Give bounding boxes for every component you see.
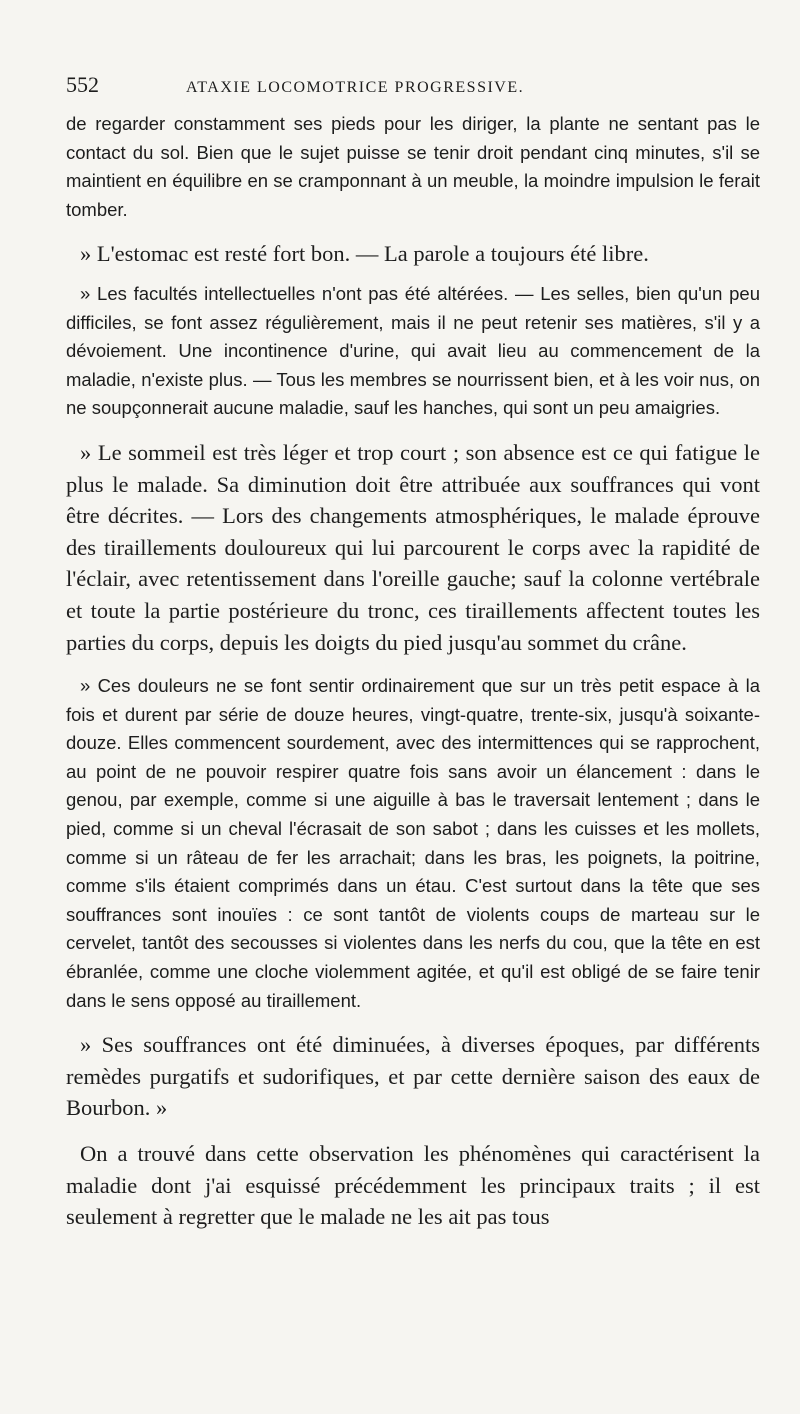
paragraph-balance: de regarder constamment ses pieds pour les diriger, la plante ne sentant pas le contact du sol. Bien que le sujet puisse se tenir droit pendant cinq minutes, s'il se maintient en équilibre en se cramponnant à un meuble, la moindre impulsion le ferait tomber.: [66, 113, 760, 220]
paragraph-stomach-speech: » L'estomac est resté fort bon. — La parole a toujours été libre.: [80, 241, 649, 267]
paragraph-pains: » Ces douleurs ne se font sentir ordinairement que sur un très petit espace à la fois et durent par série de douze heures, vingt-quatre, trente-six, jusqu'à soixante-douze. Elles commencent sourdement, avec des intermittences qui se rapprochent, au point de ne pouvoir respirer quatre fois sans avoir un élancement : dans le genou, par exemple, comme si une aiguille à bas le traversait lentement ; dans le pied, comme si un cheval l'écrasait de son sabot ; dans les cuisses et les mollets, comme si un râteau de fer les arrachait; dans les bras, les poignets, la poitrine, comme s'ils étaient comprimés dans un étau. C'est surtout dans la tête que ses souffrances sont inouïes : ce sont tantôt de violents coups de marteau sur le cervelet, tantôt des secousses si violentes dans les nerfs du cou, que la tête en est ébranlée, comme une cloche violemment agitée, et qu'il est obligé de se faire tenir dans le sens opposé au tiraillement.: [66, 675, 760, 1011]
page-number: 552: [66, 72, 99, 97]
paragraph-observation: On a trouvé dans cette observation les phénomènes qui caractérisent la maladie dont j'ai esquissé précédemment les principaux traits ; il est seulement à regretter que le malade ne les ait pas tous: [66, 1141, 760, 1230]
paragraph-sleep: » Le sommeil est très léger et trop court ; son absence est ce qui fatigue le plus le malade. Sa diminution doit être attribuée aux souffrances qui vont être décrites. — Lors des changements atmosphériques, le malade éprouve des tiraillements douloureux qui lui parcourent le corps avec la rapidité de l'éclair, avec retentissement dans l'oreille gauche; sauf la colonne vertébrale et toute la partie postérieure du tronc, ces tiraillements affectent toutes les parties du corps, depuis les doigts du pied jusqu'au sommet du crâne.: [66, 439, 760, 655]
page-header: [66, 72, 760, 98]
running-title: ATAXIE LOCOMOTRICE PROGRESSIVE.: [186, 79, 525, 96]
paragraph-faculties: » Les facultés intellectuelles n'ont pas été altérées. — Les selles, bien qu'un peu difficiles, se font assez régulièrement, mais il ne peut retenir ses matières, s'il y a dévoiement. Une incontinence d'urine, qui avait lieu au commencement de la maladie, n'existe plus. — Tous les membres se nourrissent bien, et à les voir nus, on ne soupçonnerait aucune maladie, sauf les hanches, qui sont un peu amaigries.: [66, 282, 760, 419]
paragraph-remedies: » Ses souffrances ont été diminuées, à diverses époques, par différents remèdes purgatifs et sudorifiques, et par cette dernière saison des eaux de Bourbon. »: [66, 1032, 760, 1121]
